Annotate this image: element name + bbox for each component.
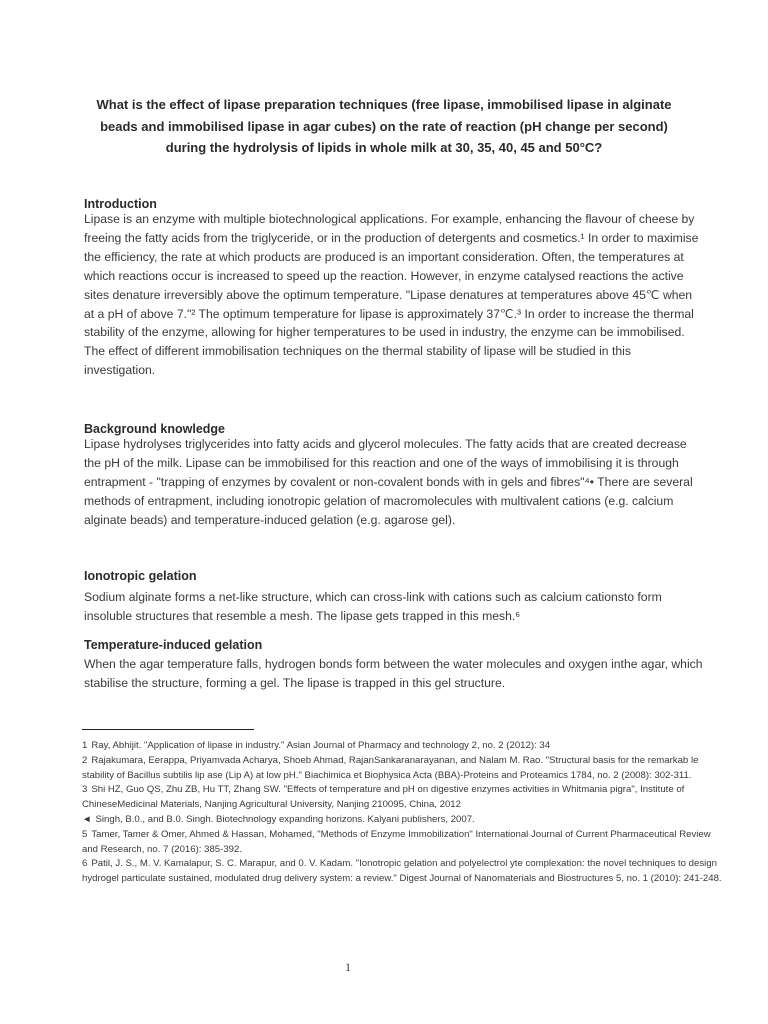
footnote-item (82, 828, 722, 858)
footnote-mark: 5 (82, 828, 88, 840)
footnote-item (82, 857, 722, 887)
footnotes-list (82, 739, 722, 887)
footnote-text: Rajakumara, Eerappa, Priyamvada Acharya, Shoeb Ahmad, RajanSankaranarayanan, and Nalam M. Rao. "Structural basis for the remarkab le stability of Bacillus subtilis lip ase (Lip A) at low pH." Biachimica et Biophysica Acta (BBA)-Proteins and Proteamics 1784, no. 2 (2008): 302-311. (82, 754, 699, 781)
introduction-paragraph: Lipase is an enzyme with multiple biotechnological applications. For example, enhancing the flavour of cheese by freeing the fatty acids from the triglyceride, or in the production of detergents and cosmetics.¹ In order to maximise the efficiency, the rate at which products are produced is an important consideration. Often, the temperatures at which reactions occur is increased to speed up the reaction. However, in enzyme catalysed reactions the active sites denature irreversibly above the optimum temperature. "Lipase denatures at temperatures above 45℃ when at a pH of above 7."² The optimum temperature for lipase is approximately 37℃.³ In order to increase the thermal stability of the enzyme, allowing for higher temperatures to be used in industry, the enzyme can be immobilised. The effect of different immobilisation techniques on the thermal stability of lipase will be studied in this investigation. (84, 212, 699, 378)
ionotropic-paragraph: Sodium alginate forms a net-like structure, which can cross-link with cations such as calcium cationsto form insoluble structures that resemble a mesh. The lipase gets trapped in this mesh.⁶ (84, 590, 662, 623)
footnote-item (82, 813, 722, 828)
footnote-item (82, 783, 722, 813)
page-number: 1 (345, 960, 351, 974)
footnote-text: Patil, J. S., M. V. Kamalapur, S. C. Marapur, and 0. V. Kadam. "Ionotropic gelation and polyelectrol yte complexation: the novel techniques to design hydrogel particulate sustained, modulated drug delivery system: a review." Digest Journal of Nanomaterials and Biostructures 5, no. 1 (2010): 241-248. (82, 858, 722, 885)
temperature-gelation-heading: Temperature-induced gelation (84, 638, 263, 652)
footnote-mark: ◄ (82, 813, 92, 825)
footnote-mark: 2 (82, 754, 88, 766)
background-paragraph: Lipase hydrolyses triglycerides into fatty acids and glycerol molecules. The fatty acids that are created decrease the pH of the milk. Lipase can be immobilised for this reaction and one of the ways of immobilising it is through entrapment - "trapping of enzymes by covalent or non-covalent bonds with in gels and fibres"⁴• There are several methods of entrapment, including ionotropic gelation of macromolecules with multivalent cations (e.g. calcium alginate beads) and temperature-induced gelation (e.g. agarose gel). (84, 437, 693, 527)
footnote-text: Shi HZ, Guo QS, Zhu ZB, Hu TT, Zhang SW. "Effects of temperature and pH on digestive enzymes activities in Whitmania pigra", Institute of ChineseMedicinal Materials, Nanjing Agricultural University, Nanjing 210095, China, 2012 (82, 784, 685, 811)
footnote-mark: 1 (82, 740, 88, 751)
temperature-gelation-paragraph: When the agar temperature falls, hydrogen bonds form between the water molecules and oxygen inthe agar, which stabilise the structure, forming a gel. The lipase is trapped in this gel structure. (84, 657, 703, 690)
footnote-item (82, 739, 722, 754)
document-title: What is the effect of lipase preparation techniques (free lipase, immobilised lipase in alginate beads and immobilised lipase in agar cubes) on the rate of reaction (pH change per second) during the hydrolysis of lipids in whole milk at 30, 35, 40, 45 and 50°C? (96, 97, 672, 155)
ionotropic-heading: Ionotropic gelation (84, 569, 197, 583)
footnote-text: Ray, Abhijit. "Application of lipase in industry." Asian Journal of Pharmacy and technology 2, no. 2 (2012): 34 (91, 740, 551, 751)
introduction-heading: Introduction (84, 197, 157, 211)
footnote-mark: 6 (82, 858, 88, 870)
footnote-divider (82, 729, 254, 730)
footnote-mark: 3 (82, 784, 88, 796)
footnote-text: Singh, B.0., and B.0. Singh. Biotechnology expanding horizons. Kalyani publishers, 2007. (95, 813, 475, 825)
background-heading: Background knowledge (84, 422, 225, 436)
footnote-item (82, 754, 722, 784)
footnote-text: Tamer, Tamer & Omer, Ahmed & Hassan, Mohamed, "Methods of Enzyme Immobilization" International Journal of Current Pharmaceutical Review and Research, no. 7 (2016): 385-392. (82, 828, 711, 855)
